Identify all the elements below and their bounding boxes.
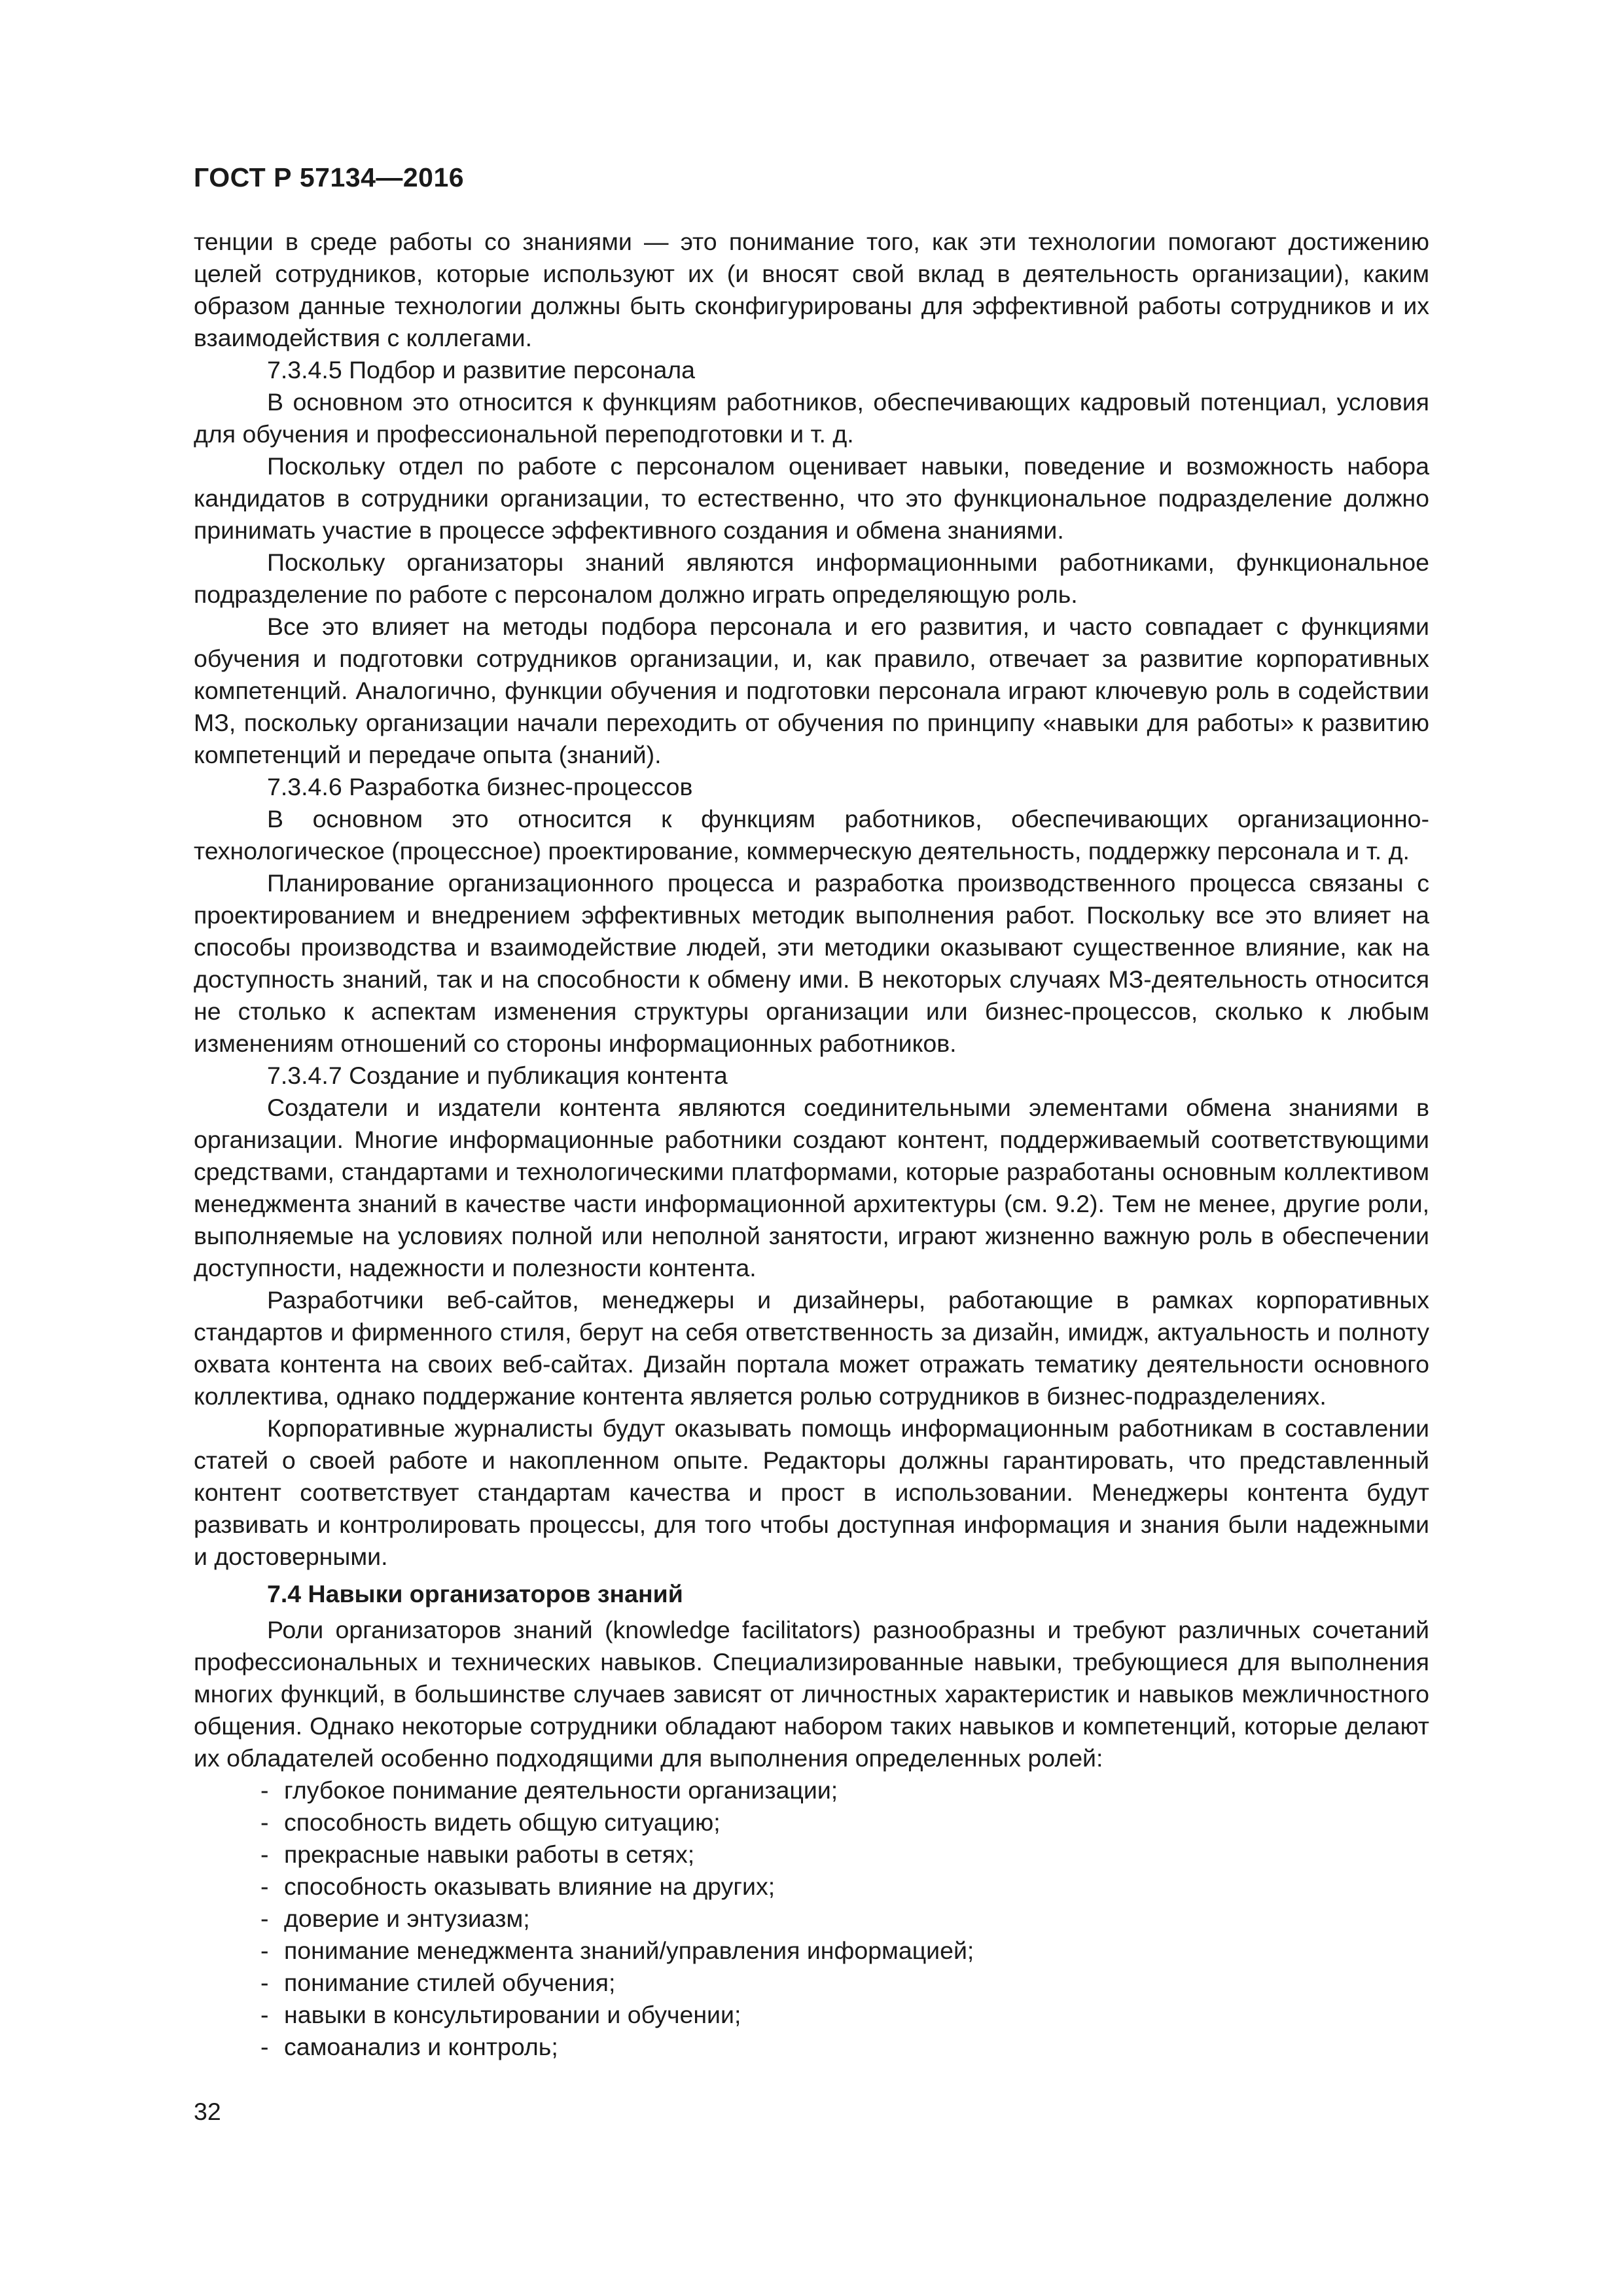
list-item: - самоанализ и контроль; (260, 2031, 1429, 2063)
paragraph: Все это влияет на методы подбора персонала и его развития, и часто совпадает с функциями обучения и подготовки сотрудников организации, и, как правило, отвечает за развитие корпоративных компетенций. Аналогично, функции обучения и подготовки персонала играют ключевую роль в содействии МЗ, поскольку организации начали переходить от обучения по принципу «навыки для работы» к развитию компетенций и передаче опыта (знаний). (194, 613, 1429, 768)
list-item: - доверие и энтузиазм; (260, 1903, 1429, 1935)
list-item: - прекрасные навыки работы в сетях; (260, 1839, 1429, 1871)
paragraph: Корпоративные журналисты будут оказывать помощь информационным работникам в составлении статей о своей работе и накопленном опыте. Редакторы должны гарантировать, что представленный контент соответствует стандартам качества и прост в использовании. Менеджеры контента будут развивать и контролировать процессы, для того чтобы доступная информация и знания были надежными и достоверными. (194, 1414, 1429, 1570)
document-header-code: ГОСТ Р 57134—2016 (194, 162, 465, 192)
list-item: - навыки в консультировании и обучении; (260, 1999, 1429, 2031)
document-body (194, 226, 1429, 2063)
list-item: - глубокое понимание деятельности организации; (260, 1774, 1429, 1806)
paragraph: В основном это относится к функциям работников, обеспечивающих кадровый потенциал, условия для обучения и профессиональной переподготовки и т. д. (194, 388, 1429, 448)
paragraph: Создатели и издатели контента являются соединительными элементами обмена знаниями в организации. Многие информационные работники создают контент, поддерживаемый соответствующими средствами, стандартами и технологическими платформами, которые разработаны основным коллективом менеджмента знаний в качестве части информационной архитектуры (см. 9.2). Тем не менее, другие роли, выполняемые на условиях полной или неполной занятости, играют жизненно важную роль в обеспечении доступности, надежности и полезности контента. (194, 1094, 1429, 1282)
list-item: - способность оказывать влияние на других; (260, 1871, 1429, 1903)
subsection-heading-7-3-4-5: 7.3.4.5 Подбор и развитие персонала (267, 356, 696, 384)
paragraph: В основном это относится к функциям работников, обеспечивающих организационно-технологическое (процессное) проектирование, коммерческую деятельность, поддержку персонала и т. д. (194, 805, 1429, 865)
list-item: - способность видеть общую ситуацию; (260, 1806, 1429, 1839)
paragraph: Планирование организационного процесса и разработка производственного процесса связаны с проектированием и внедрением эффективных методик выполнения работ. Поскольку все это влияет на способы производства и взаимодействие людей, эти методики оказывают существенное влияние, как на доступность знаний, так и на способности к обмену ими. В некоторых случаях МЗ-деятельность относится не столько к аспектам изменения структуры организации или бизнес-процессов, сколько к любым изменениям отношений со стороны информационных работников. (194, 869, 1429, 1057)
paragraph: Роли организаторов знаний (knowledge facilitators) разнообразны и требуют различных сочетаний профессиональных и технических навыков. Специализированные навыки, требующиеся для выполнения многих функций, в большинстве случаев зависят от личностных характеристик и навыков межличностного общения. Однако некоторые сотрудники обладают набором таких навыков и компетенций, которые делают их обладателей особенно подходящими для выполнения определенных ролей: (194, 1616, 1429, 1772)
skills-list (194, 1774, 1429, 2063)
subsection-heading-7-3-4-7: 7.3.4.7 Создание и публикация контента (267, 1062, 728, 1089)
paragraph: Поскольку организаторы знаний являются информационными работниками, функциональное подразделение по работе с персоналом должно играть определяющую роль. (194, 548, 1429, 608)
paragraph: Разработчики веб-сайтов, менеджеры и дизайнеры, работающие в рамках корпоративных стандартов и фирменного стиля, берут на себя ответственность за дизайн, имидж, актуальность и полноту охвата контента на своих веб-сайтах. Дизайн портала может отражать тематику деятельности основного коллектива, однако поддержание контента является ролью сотрудников в бизнес-подразделениях. (194, 1286, 1429, 1410)
list-item: - понимание менеджмента знаний/управления информацией; (260, 1935, 1429, 1967)
subsection-heading-7-3-4-6: 7.3.4.6 Разработка бизнес-процессов (267, 773, 693, 800)
page-number: 32 (194, 2098, 221, 2125)
section-heading-7-4: 7.4 Навыки организаторов знаний (267, 1580, 683, 1607)
intro-continuation-paragraph: тенции в среде работы со знаниями — это понимание того, как эти технологии помогают достижению целей сотрудников, которые используют их (и вносят свой вклад в деятельность организации), каким образом данные технологии должны быть сконфигурированы для эффективной работы сотрудников и их взаимодействия с коллегами. (194, 228, 1429, 351)
paragraph: Поскольку отдел по работе с персоналом оценивает навыки, поведение и возможность набора кандидатов в сотрудники организации, то естественно, что это функциональное подразделение должно принимать участие в процессе эффективного создания и обмена знаниями. (194, 452, 1429, 544)
list-item: - понимание стилей обучения; (260, 1967, 1429, 1999)
